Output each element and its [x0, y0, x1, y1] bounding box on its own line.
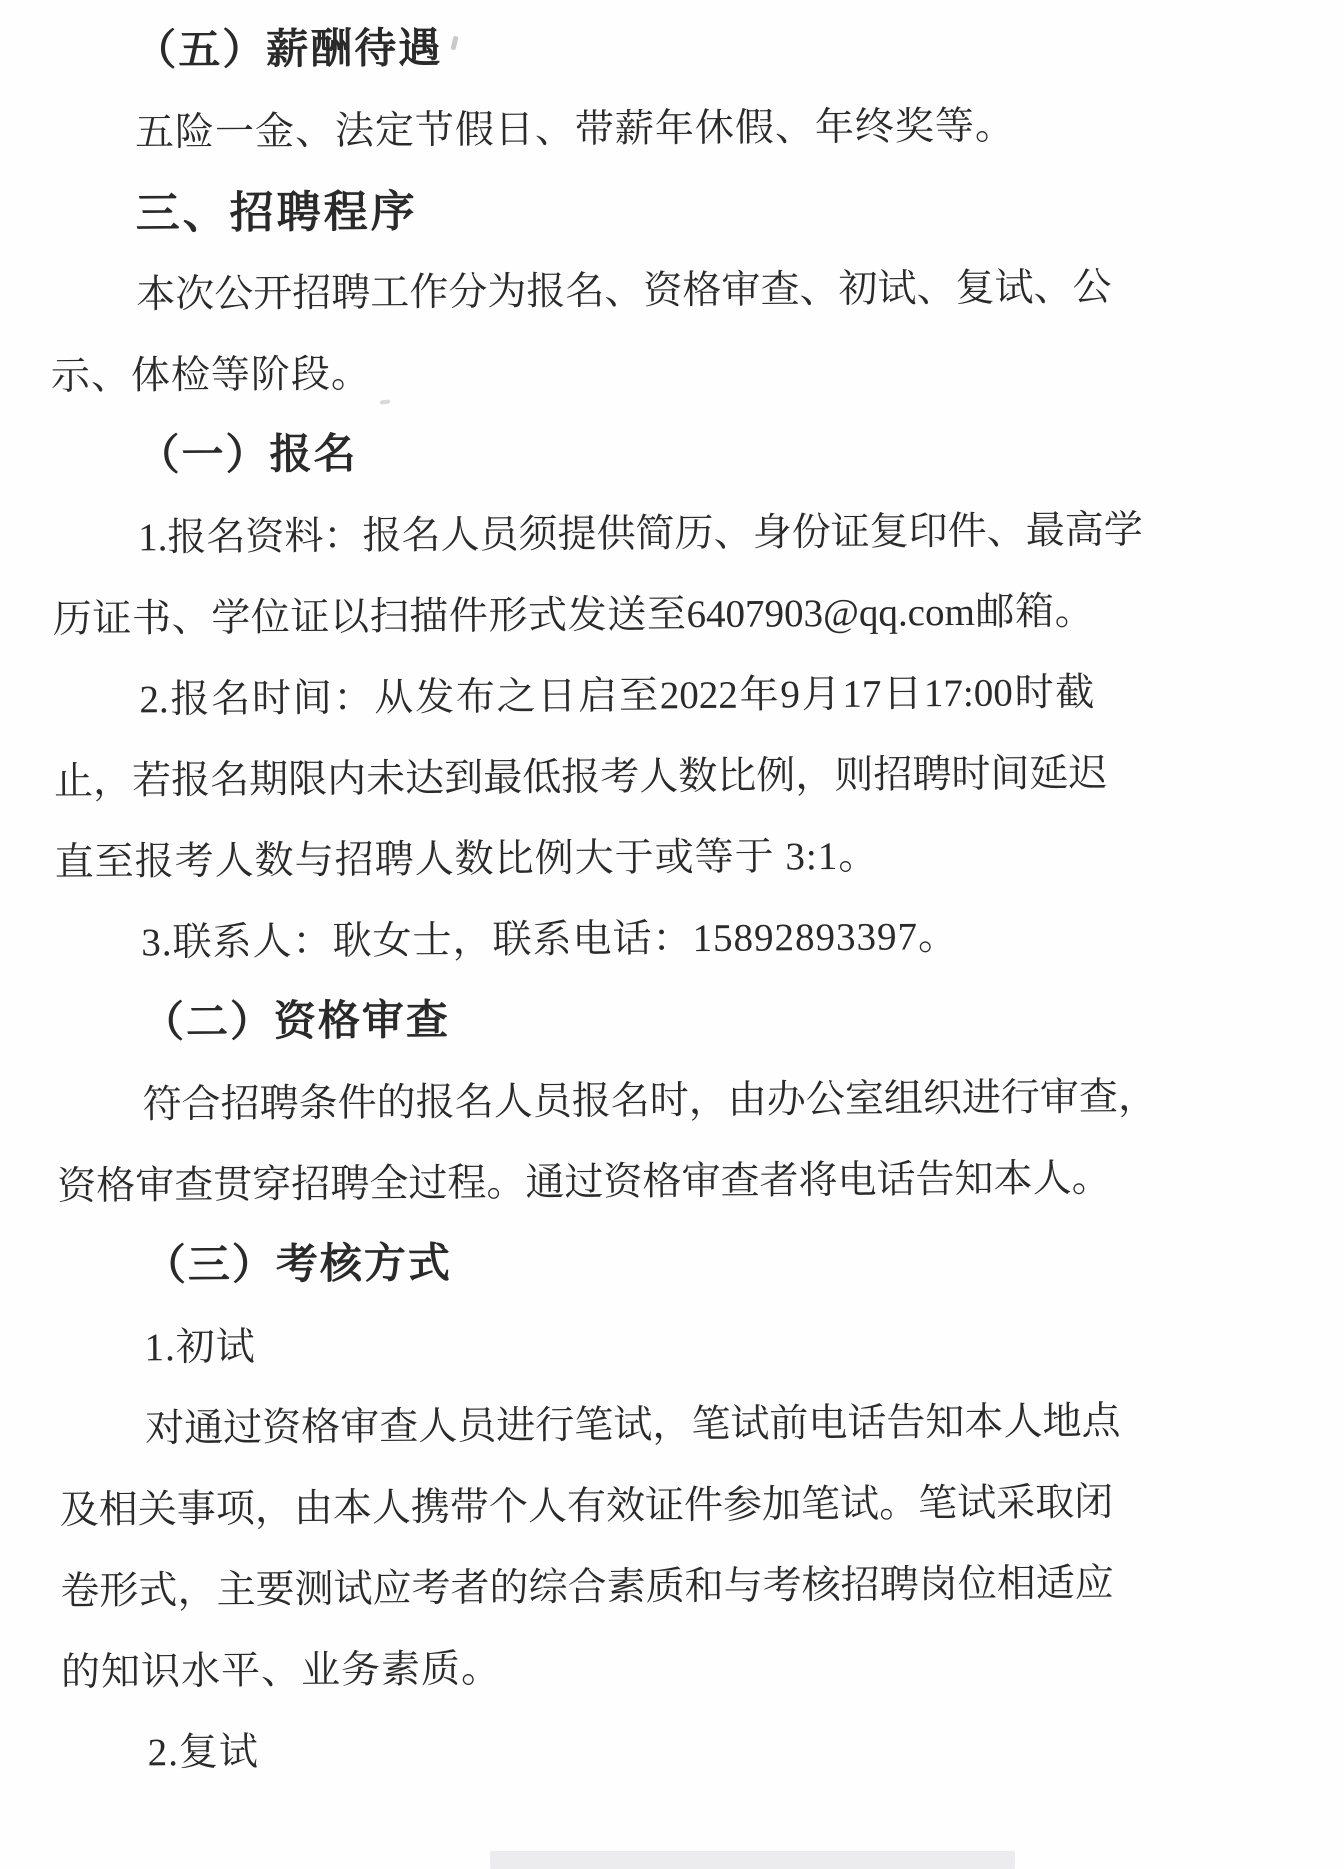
- text-token: 17: [842, 672, 882, 716]
- text-token: 个: [488, 1485, 529, 1529]
- text-token: 考: [600, 755, 640, 799]
- text-token: 适: [1035, 1562, 1075, 1606]
- text-token: 证: [644, 1484, 685, 1528]
- text-token: 形: [488, 594, 528, 638]
- text-token: 件: [448, 594, 489, 638]
- document-line: 示、体检等阶段。: [50, 352, 372, 399]
- text-token: 通: [183, 1406, 224, 1451]
- text-token: 的: [489, 1566, 529, 1610]
- text-token: 资: [262, 1406, 302, 1450]
- text-token: ，: [177, 1568, 217, 1613]
- text-token: 间: [292, 676, 332, 721]
- text-token: 者: [450, 1566, 490, 1611]
- text-token: 供: [596, 512, 636, 556]
- text-token: 位: [250, 596, 291, 640]
- text-token: ，: [688, 1078, 728, 1123]
- text-token: 员: [457, 1404, 497, 1448]
- text-token: 报: [571, 1079, 611, 1124]
- document-line: 1.初试: [144, 1325, 256, 1370]
- text-token: 位: [957, 1562, 997, 1607]
- text-token: 笔: [691, 1402, 731, 1447]
- text-token: 对: [144, 1407, 185, 1451]
- scan-artifact-bar: [490, 1851, 1015, 1869]
- text-token: 公: [805, 1077, 846, 1122]
- text-token: 至: [646, 593, 687, 637]
- text-token: 资: [603, 1160, 643, 1204]
- text-token: 审: [340, 1405, 380, 1449]
- text-token: 扫: [369, 595, 409, 639]
- text-token: 件: [337, 1081, 377, 1125]
- text-token: 名: [206, 515, 246, 559]
- text-token: 地: [1042, 1400, 1082, 1444]
- text-token: 间: [990, 752, 1030, 796]
- text-token: 关: [137, 1488, 177, 1532]
- text-token: 卷: [60, 1569, 100, 1614]
- text-token: 作: [409, 270, 449, 315]
- text-token: 项: [215, 1487, 256, 1531]
- text-token: 工: [370, 271, 410, 315]
- text-token: 带: [449, 1485, 490, 1530]
- text-token: 资: [245, 515, 285, 559]
- section-heading: （五）薪酬待遇: [134, 26, 443, 75]
- document-line: [53, 652, 1095, 741]
- text-token: 有: [566, 1484, 607, 1529]
- text-token: 知: [925, 1400, 965, 1445]
- text-token: 描: [409, 594, 449, 639]
- text-token: 主: [216, 1568, 256, 1612]
- text-token: 人: [440, 513, 480, 558]
- text-token: 人: [527, 1485, 568, 1529]
- text-token: 最: [1025, 509, 1065, 553]
- text-token: 历: [674, 511, 714, 556]
- text-token: 2.: [139, 678, 169, 722]
- text-token: 则: [834, 753, 874, 797]
- text-token: 以: [329, 595, 370, 639]
- text-token: 为: [487, 270, 527, 314]
- text-token: 格: [96, 1164, 136, 1208]
- text-token: 时: [251, 677, 292, 721]
- text-token: 报: [362, 514, 402, 558]
- text-token: 证: [830, 510, 870, 554]
- section-heading: （三）考核方式: [143, 1240, 453, 1290]
- text-token: 件: [683, 1483, 724, 1528]
- text-token: 话: [847, 1401, 887, 1445]
- text-token: 取: [1034, 1481, 1075, 1525]
- text-token: 试: [333, 1567, 373, 1611]
- text-token: 笔: [574, 1403, 614, 1448]
- text-token: 报: [170, 758, 211, 803]
- text-token: 符: [142, 1083, 182, 1127]
- text-token: 查: [379, 1405, 419, 1449]
- text-token: 。: [1054, 589, 1094, 634]
- text-token: 到: [444, 756, 484, 801]
- text-token: 止: [53, 759, 94, 804]
- text-token: 初: [838, 267, 878, 311]
- text-token: 迟: [1068, 751, 1108, 796]
- text-token: 1.: [137, 516, 168, 560]
- text-token: 将: [798, 1158, 838, 1203]
- text-token: 分: [448, 270, 488, 314]
- text-token: ：: [323, 514, 363, 558]
- text-token: 名: [209, 758, 250, 802]
- text-token: 电: [808, 1401, 848, 1446]
- text-token: 及: [59, 1488, 99, 1533]
- text-token: 6407903@qq.com: [686, 590, 975, 637]
- text-token: ：: [333, 676, 373, 720]
- text-token: 本: [332, 1486, 373, 1530]
- text-token: 闭: [1073, 1480, 1114, 1525]
- text-token: 本: [136, 273, 176, 317]
- text-token: 证: [92, 597, 132, 641]
- text-token: 报: [167, 515, 207, 560]
- text-token: 事: [176, 1487, 217, 1532]
- text-token: 未: [366, 757, 406, 801]
- text-token: ，: [652, 1403, 692, 1447]
- text-token: 审: [681, 1159, 721, 1204]
- text-token: 进: [961, 1076, 1002, 1120]
- text-token: 员: [532, 1080, 572, 1124]
- text-token: 招: [840, 1563, 880, 1607]
- text-token: 17:00: [923, 671, 1013, 716]
- text-token: 公: [214, 272, 254, 316]
- text-token: 招: [291, 1162, 331, 1207]
- text-token: 应: [1074, 1561, 1114, 1606]
- text-token: 发: [414, 675, 455, 720]
- text-token: 核: [801, 1563, 841, 1608]
- text-token: 报: [415, 1080, 455, 1125]
- text-token: 考: [762, 1564, 802, 1608]
- text-token: 电: [837, 1158, 877, 1202]
- text-token: 进: [496, 1404, 536, 1448]
- text-token: 试: [839, 1482, 880, 1526]
- text-token: 提: [557, 512, 597, 557]
- text-token: 质: [645, 1565, 685, 1609]
- text-token: 室: [844, 1077, 885, 1121]
- text-token: 资: [643, 269, 683, 313]
- text-token: 从: [374, 676, 414, 720]
- text-token: 试: [877, 267, 917, 311]
- text-token: 审: [1039, 1076, 1080, 1120]
- text-token: 招: [220, 1082, 260, 1126]
- text-token: 次: [175, 272, 215, 317]
- text-token: 聘: [912, 753, 952, 797]
- text-token: 综: [528, 1566, 568, 1610]
- document-line: [53, 733, 1108, 822]
- text-token: 份: [791, 510, 831, 555]
- text-token: 式: [527, 594, 568, 638]
- text-token: 开: [253, 272, 293, 316]
- text-token: 本: [993, 1157, 1033, 1201]
- text-token: 笔: [917, 1482, 958, 1526]
- document-line: 3.联系人：耿女士，联系电话：15892893397。: [141, 914, 959, 965]
- text-token: 例: [756, 754, 796, 798]
- text-token: 人: [1032, 1157, 1072, 1201]
- text-token: 、: [713, 511, 753, 555]
- text-token: 简: [635, 512, 675, 556]
- text-token: 时: [1014, 671, 1054, 715]
- text-token: 条: [298, 1081, 338, 1126]
- text-token: 织: [922, 1076, 963, 1121]
- text-token: 资: [57, 1164, 97, 1209]
- text-token: 人: [418, 1404, 458, 1449]
- text-token: 过: [223, 1406, 263, 1450]
- text-token: 人: [371, 1486, 412, 1530]
- text-token: 程: [447, 1161, 487, 1206]
- text-token: 印: [908, 510, 948, 554]
- text-token: 截: [1055, 670, 1095, 715]
- text-token: 邮: [975, 590, 1015, 634]
- text-token: 查: [174, 1163, 214, 1208]
- document-line: 直至报考人数与招聘人数比例大于或等于 3:1。: [54, 834, 879, 885]
- document-line: [56, 1057, 1158, 1146]
- text-token: 身: [752, 511, 792, 555]
- text-token: 形: [99, 1569, 139, 1613]
- document-line: [60, 1543, 1114, 1632]
- text-token: 延: [1029, 752, 1069, 796]
- text-token: 年: [739, 673, 779, 717]
- text-token: 由: [293, 1486, 334, 1531]
- text-token: 素: [606, 1565, 646, 1609]
- text-token: 试: [730, 1402, 770, 1446]
- text-token: 2022: [659, 673, 738, 718]
- text-token: 报: [170, 677, 210, 722]
- text-token: 学: [211, 596, 251, 640]
- text-token: 。: [1071, 1156, 1111, 1201]
- text-token: 期: [248, 758, 289, 802]
- text-token: 达: [405, 757, 445, 801]
- text-token: 内: [326, 757, 367, 801]
- text-token: 最: [483, 756, 523, 800]
- text-token: 、: [171, 596, 211, 641]
- text-token: 料: [284, 514, 324, 559]
- text-token: 时: [951, 752, 991, 797]
- text-token: 前: [769, 1402, 809, 1446]
- text-token: 考: [411, 1567, 451, 1611]
- text-token: 办: [766, 1078, 807, 1122]
- text-token: 审: [135, 1164, 175, 1208]
- document-line: [59, 1381, 1121, 1470]
- text-token: 格: [682, 268, 722, 313]
- text-token: 参: [722, 1483, 763, 1527]
- text-token: 月: [801, 672, 841, 717]
- text-token: 采: [995, 1481, 1036, 1525]
- text-token: 之: [496, 675, 536, 719]
- text-token: 名: [454, 1080, 494, 1124]
- text-token: 数: [678, 754, 718, 799]
- text-token: 合: [181, 1082, 221, 1127]
- text-token: 合: [567, 1565, 607, 1610]
- text-token: 格: [642, 1160, 682, 1204]
- text-token: 相: [996, 1562, 1036, 1606]
- text-token: 聘: [330, 1162, 370, 1206]
- text-token: 日: [537, 674, 577, 719]
- text-token: 件: [947, 509, 987, 554]
- text-token: 复: [869, 510, 909, 554]
- text-token: 过: [408, 1162, 448, 1206]
- document-line: [50, 247, 1112, 336]
- text-token: 效: [605, 1484, 646, 1528]
- text-token: 试: [994, 266, 1034, 310]
- text-token: 聘: [331, 271, 371, 315]
- text-token: 学: [1103, 508, 1143, 552]
- document-line: [57, 1138, 1111, 1227]
- text-token: 比: [717, 754, 757, 798]
- text-token: 高: [1064, 508, 1104, 553]
- text-token: 式: [138, 1569, 178, 1613]
- text-token: 聘: [879, 1563, 919, 1607]
- text-token: 与: [723, 1564, 763, 1608]
- text-token: 须: [518, 513, 558, 557]
- text-token: 人: [493, 1080, 533, 1124]
- text-token: 要: [255, 1568, 295, 1612]
- text-token: 者: [759, 1159, 799, 1203]
- text-token: 审: [721, 268, 761, 312]
- text-token: 的: [376, 1081, 416, 1125]
- text-token: ，: [254, 1487, 295, 1531]
- text-token: 岗: [918, 1563, 958, 1607]
- text-token: 启: [578, 674, 618, 718]
- text-token: 行: [535, 1404, 575, 1448]
- text-token: 点: [1081, 1399, 1121, 1444]
- text-token: 本: [964, 1400, 1004, 1444]
- text-token: ，: [795, 753, 835, 798]
- text-token: 招: [292, 271, 332, 316]
- text-token: 公: [1072, 265, 1112, 310]
- text-token: 箱: [1014, 590, 1055, 634]
- text-token: 过: [564, 1160, 604, 1205]
- text-token: 笔: [800, 1482, 841, 1527]
- text-token: 招: [873, 753, 913, 797]
- text-token: 、: [916, 266, 956, 311]
- document-line: [52, 571, 1094, 660]
- text-token: 送: [607, 593, 647, 637]
- document-line: 五险一金、法定节假日、带薪年休假、年终奖等。: [134, 104, 1016, 155]
- text-token: ，: [92, 759, 133, 803]
- text-token: 、: [986, 509, 1026, 553]
- text-token: 报: [526, 270, 566, 314]
- text-token: 人: [1003, 1400, 1043, 1444]
- text-token: 员: [479, 513, 519, 557]
- text-token: 证: [290, 595, 330, 640]
- text-token: 。: [486, 1161, 526, 1205]
- document-line: [59, 1462, 1114, 1551]
- text-token: 试: [956, 1481, 997, 1526]
- text-token: 发: [567, 593, 607, 638]
- section-heading: （二）资格审查: [141, 997, 451, 1047]
- text-token: 测: [294, 1567, 334, 1612]
- text-token: 携: [410, 1486, 451, 1530]
- text-token: 组: [883, 1077, 924, 1121]
- text-token: 告: [915, 1158, 955, 1202]
- text-token: 、: [604, 269, 644, 313]
- text-token: 复: [955, 266, 995, 310]
- text-token: 、: [1033, 266, 1073, 310]
- text-token: 名: [565, 269, 605, 314]
- text-token: 查: [1078, 1075, 1119, 1120]
- section-heading: 三、招聘程序: [135, 187, 418, 239]
- text-token: 相: [98, 1488, 138, 1532]
- text-token: 低: [522, 756, 562, 800]
- text-token: 全: [369, 1162, 409, 1206]
- text-token: 日: [882, 672, 923, 716]
- text-token: 若: [131, 759, 172, 803]
- text-token: ，: [1117, 1075, 1158, 1119]
- text-token: 话: [876, 1158, 916, 1202]
- text-token: 通: [525, 1161, 565, 1205]
- section-heading: （一）报名: [137, 431, 358, 480]
- text-token: 穿: [252, 1163, 292, 1207]
- text-token: 历: [52, 597, 92, 642]
- text-token: 聘: [259, 1082, 299, 1126]
- text-token: 应: [372, 1567, 412, 1611]
- document-line: [52, 490, 1143, 579]
- text-token: 报: [561, 755, 601, 800]
- text-token: 人: [639, 755, 679, 799]
- text-token: 行: [1000, 1076, 1041, 1120]
- text-token: 限: [287, 757, 328, 802]
- text-token: 、: [799, 267, 839, 312]
- document-line: 2.复试: [147, 1730, 260, 1775]
- document-content: [48, 4, 1158, 1794]
- text-token: 由: [727, 1078, 768, 1122]
- text-token: 名: [211, 677, 251, 721]
- document-line: 的知识水平、业务素质。: [60, 1647, 502, 1695]
- text-token: 告: [886, 1401, 926, 1445]
- text-token: 9: [780, 673, 801, 717]
- text-token: 时: [649, 1079, 689, 1123]
- text-token: 和: [684, 1564, 724, 1609]
- text-token: 布: [455, 675, 496, 719]
- text-token: 查: [760, 268, 800, 312]
- text-token: 知: [954, 1157, 994, 1202]
- text-token: 试: [613, 1403, 653, 1447]
- text-token: 名: [401, 514, 441, 558]
- text-token: 加: [761, 1483, 802, 1527]
- text-token: 书: [131, 597, 172, 641]
- text-token: 。: [878, 1482, 919, 1526]
- text-token: 格: [301, 1405, 341, 1450]
- text-token: 查: [720, 1159, 760, 1203]
- text-token: 名: [610, 1079, 650, 1123]
- text-token: 贯: [213, 1163, 253, 1207]
- text-token: 至: [618, 674, 659, 718]
